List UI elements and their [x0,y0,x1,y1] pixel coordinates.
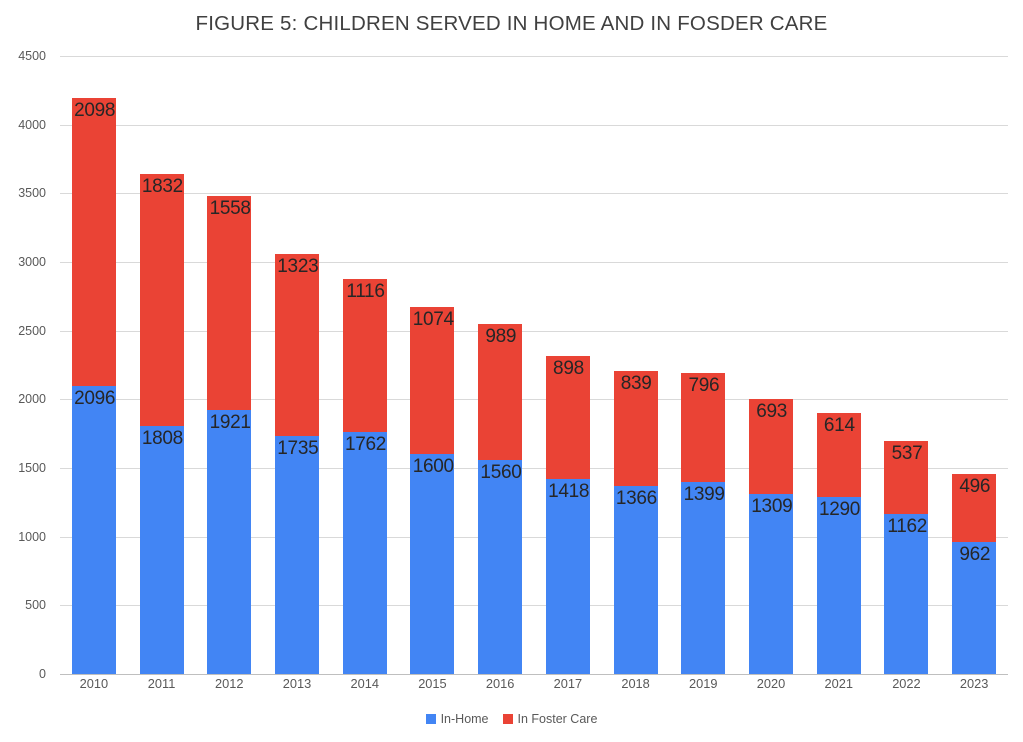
gridline [60,56,1008,57]
bar-value-label-in-foster-care: 796 [688,374,720,396]
bar-column[interactable] [207,56,251,674]
bar-segment-in-foster-care[interactable] [207,196,251,410]
bar-segment-in-home[interactable] [275,436,319,674]
legend-item[interactable] [503,712,598,726]
x-axis-tick-label: 2016 [485,676,515,691]
x-axis-line [60,674,1008,675]
y-axis-tick-label: 0 [39,667,46,681]
y-axis-tick-label: 4000 [18,117,46,132]
chart-legend [0,712,1023,726]
bar-segment-in-home[interactable] [614,486,658,674]
bar-segment-in-foster-care[interactable] [72,98,116,386]
bar-value-label-in-foster-care: 537 [891,442,923,464]
bar-value-label-in-foster-care: 1558 [209,198,251,220]
bar-segment-in-home[interactable] [410,454,454,674]
bar-column[interactable] [546,56,590,674]
bar-segment-in-home[interactable] [72,386,116,674]
bar-column[interactable] [275,56,319,674]
bar-value-label-in-foster-care: 693 [756,401,788,423]
bar-segment-in-home[interactable] [140,426,184,674]
x-axis-tick-label: 2019 [689,676,718,691]
bar-column[interactable] [884,56,928,674]
bar-value-label-in-foster-care: 989 [485,325,517,347]
gridline [60,331,1008,332]
bar-value-label-in-home: 1399 [683,483,725,505]
gridline [60,125,1008,126]
y-axis-tick-label: 3000 [18,255,46,269]
y-axis-labels [0,49,52,681]
y-axis-tick-label: 2000 [18,392,46,407]
bar-segment-in-home[interactable] [478,460,522,674]
bar-value-label-in-foster-care: 614 [823,414,855,436]
bar-value-label-in-foster-care: 1832 [141,176,183,198]
bar-column[interactable] [343,56,387,674]
bar-value-label-in-home: 1366 [615,488,657,510]
y-axis-tick-label: 1000 [18,529,46,544]
bar-value-label-in-foster-care: 2098 [74,100,116,122]
x-axis-tick-label: 2022 [892,676,921,691]
bar-value-label-in-home: 1290 [818,498,861,520]
bar-column[interactable] [478,56,522,674]
gridline [60,468,1008,469]
bar-segment-in-home[interactable] [681,482,725,674]
bar-value-label-in-home: 1418 [548,481,590,503]
legend-swatch-icon [426,714,436,724]
bar-segment-in-home[interactable] [749,494,793,674]
x-axis-tick-label: 2011 [147,676,176,691]
plot-area [60,56,1008,674]
y-axis-tick-label: 2500 [18,323,46,338]
x-axis-tick-label: 2013 [282,676,312,691]
bar-column[interactable] [72,56,116,674]
bar-value-label-in-foster-care: 496 [959,475,991,497]
x-axis-tick-label: 2018 [621,676,650,691]
legend-swatch-icon [503,714,513,724]
x-axis-labels [60,676,1008,698]
bar-column[interactable] [614,56,658,674]
chart-title: FIGURE 5: CHILDREN SERVED IN HOME AND IN FOSDER CARE [195,12,828,35]
gridline [60,605,1008,606]
bar-value-label-in-foster-care: 1323 [277,256,319,278]
bar-segment-in-home[interactable] [546,479,590,674]
gridline [60,262,1008,263]
x-axis-tick-label: 2012 [215,676,244,691]
bar-value-label-in-foster-care: 839 [620,373,652,395]
bar-column[interactable] [817,56,861,674]
x-axis-tick-label: 2010 [79,676,109,691]
y-axis-tick-label: 1500 [18,461,46,475]
bar-column[interactable] [410,56,454,674]
bar-segment-in-home[interactable] [817,497,861,674]
bar-value-label-in-home: 1309 [751,496,793,518]
gridline [60,193,1008,194]
bar-value-label-in-home: 1762 [344,434,387,456]
x-axis-tick-label: 2014 [350,676,379,691]
y-axis-tick-label: 4500 [18,49,46,63]
bar-value-label-in-foster-care: 1116 [346,280,385,302]
bar-segment-in-foster-care[interactable] [140,174,184,426]
y-axis-tick-label: 3500 [18,186,46,201]
bar-column[interactable] [952,56,996,674]
bar-value-label-in-home: 1808 [141,427,183,449]
bar-column[interactable] [140,56,184,674]
x-axis-tick-label: 2015 [418,676,447,691]
bar-value-label-in-home: 2096 [74,388,116,410]
bar-value-label-in-foster-care: 898 [553,357,584,379]
legend-label: In-Home [440,712,489,726]
bar-value-label-in-home: 1735 [277,437,319,459]
bar-column[interactable] [681,56,725,674]
y-axis-tick-label: 500 [25,598,46,613]
x-axis-tick-label: 2023 [959,676,989,691]
gridline [60,399,1008,400]
bar-value-label-in-home: 1600 [412,456,454,478]
x-axis-tick-label: 2020 [756,676,786,691]
bar-segment-in-foster-care[interactable] [275,254,319,436]
bar-value-label-in-home: 962 [959,543,991,565]
x-axis-tick-label: 2021 [824,676,853,691]
bar-value-label-in-foster-care: 1074 [412,308,454,330]
bar-column[interactable] [749,56,793,674]
bar-value-label-in-home: 1921 [209,412,251,434]
bar-segment-in-home[interactable] [343,432,387,674]
x-axis-tick-label: 2017 [553,676,583,691]
bar-value-label-in-home: 1162 [887,516,928,538]
legend-label: In Foster Care [517,712,598,726]
legend-item[interactable] [426,712,489,726]
gridline [60,537,1008,538]
bar-value-label-in-home: 1560 [480,461,522,483]
bar-segment-in-home[interactable] [207,410,251,674]
